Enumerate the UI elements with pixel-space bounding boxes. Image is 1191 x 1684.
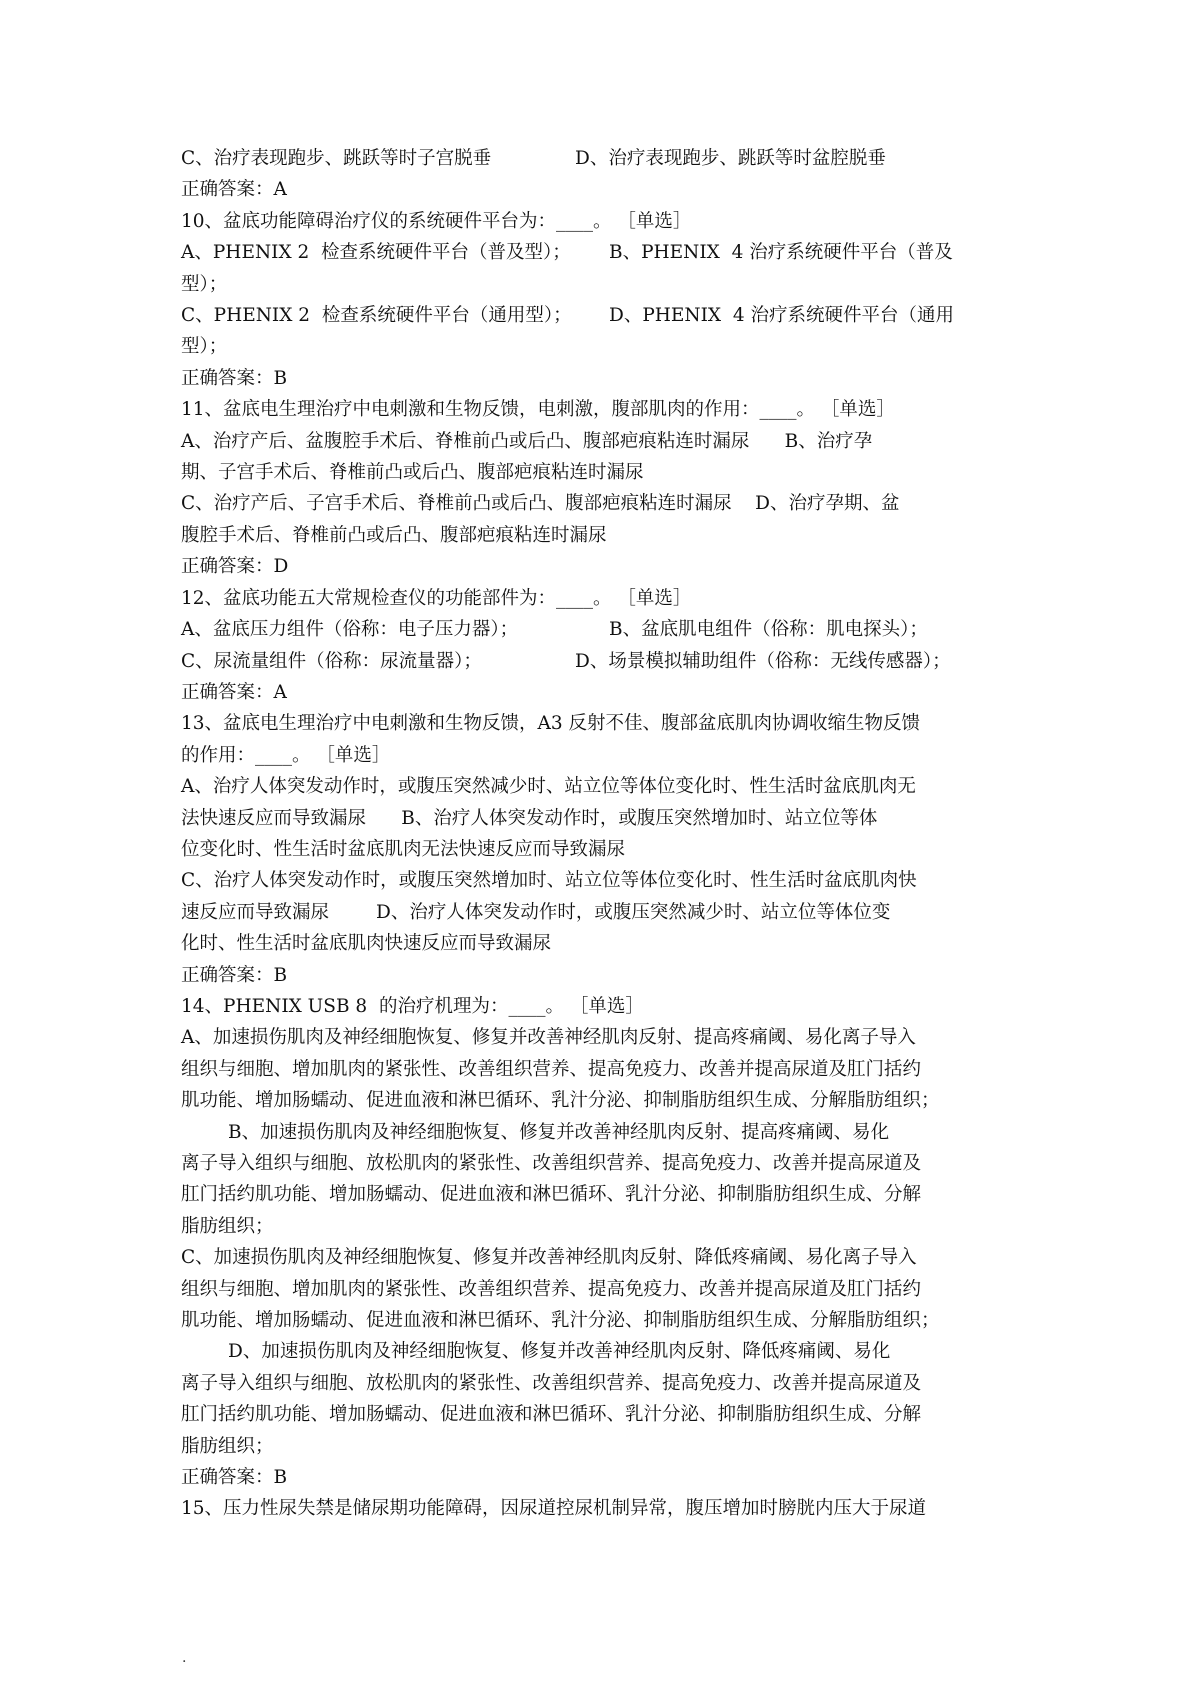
- option-line: 肌功能、增加肠蠕动、促进血液和淋巴循环、乳汁分泌、抑制脂肪组织生成、分解脂肪组织；: [181, 1310, 940, 1332]
- option-line: A、治疗产后、盆腹腔手术后、脊椎前凸或后凸、腹部疤痕粘连时漏尿 B、治疗孕: [181, 430, 873, 452]
- question-15: 15、压力性尿失禁是储尿期功能障碍，因尿道控尿机制异常，腹压增加时膀胱内压大于尿道: [181, 1498, 927, 1520]
- option-a: A、盆底压力组件（俗称：电子压力器）；: [181, 619, 519, 641]
- option-row: [181, 300, 1021, 331]
- option-continuation: 型）；: [181, 273, 228, 295]
- option-line: 法快速反应而导致漏尿 B、治疗人体突发动作时，或腹压突然增加时、站立位等体: [181, 807, 878, 829]
- option-line: A、治疗人体突发动作时，或腹压突然减少时、站立位等体位变化时、性生活时盆底肌肉无: [181, 776, 916, 798]
- option-d: D、治疗表现跑步、跳跃等时盆腔脱垂: [575, 148, 886, 169]
- option-c: C、治疗表现跑步、跳跃等时子宫脱垂: [181, 148, 492, 169]
- option-a: A、PHENIX 2 检查系统硬件平台（普及型）；: [181, 242, 571, 264]
- question-text-body: [181, 143, 1021, 1525]
- question-12: 12、盆底功能五大常规检查仪的功能部件为：____。 ［单选］: [181, 587, 692, 609]
- option-line: 脂肪组织；: [181, 1215, 274, 1237]
- option-line: D、加速损伤肌肉及神经细胞恢复、修复并改善神经肌肉反射、降低疼痛阈、易化: [181, 1341, 891, 1363]
- answer-line: 正确答案：B: [181, 1467, 288, 1489]
- option-line: C、治疗人体突发动作时，或腹压突然增加时、站立位等体位变化时、性生活时盆底肌肉快: [181, 870, 917, 892]
- question-14: 14、PHENIX USB 8 的治疗机理为：____。 ［单选］: [181, 995, 644, 1017]
- question-13-continuation: 的作用：____。 ［单选］: [181, 744, 391, 766]
- option-line: C、治疗产后、子宫手术后、脊椎前凸或后凸、腹部疤痕粘连时漏尿 D、治疗孕期、盆: [181, 493, 900, 515]
- option-line: B、加速损伤肌肉及神经细胞恢复、修复并改善神经肌肉反射、提高疼痛阈、易化: [181, 1121, 890, 1143]
- option-line: 腹腔手术后、脊椎前凸或后凸、腹部疤痕粘连时漏尿: [181, 524, 607, 546]
- option-line: 组织与细胞、增加肌肉的紧张性、改善组织营养、提高免疫力、改善并提高尿道及肛门括约: [181, 1058, 922, 1080]
- footer-mark: .: [182, 1650, 187, 1666]
- option-d: D、场景模拟辅助组件（俗称：无线传感器）；: [575, 650, 951, 672]
- option-line: 肛门括约肌功能、增加肠蠕动、促进血液和淋巴循环、乳汁分泌、抑制脂肪组织生成、分解: [181, 1184, 922, 1206]
- option-line: 离子导入组织与细胞、放松肌肉的紧张性、改善组织营养、提高免疫力、改善并提高尿道及: [181, 1372, 922, 1394]
- option-line: 速反应而导致漏尿 D、治疗人体突发动作时，或腹压突然减少时、站立位等体位变: [181, 901, 891, 923]
- answer-line: 正确答案：D: [181, 556, 289, 578]
- option-c: C、PHENIX 2 检查系统硬件平台（通用型）；: [181, 305, 572, 327]
- answer-line: 正确答案：B: [181, 367, 288, 389]
- answer-line: 正确答案：A: [181, 179, 287, 201]
- option-row: [181, 646, 1021, 677]
- option-line: 脂肪组织；: [181, 1435, 274, 1457]
- question-13: 13、盆底电生理治疗中电刺激和生物反馈，A3 反射不佳、腹部盆底肌肉协调收缩生物反馈: [181, 713, 921, 735]
- option-line: 肛门括约肌功能、增加肠蠕动、促进血液和淋巴循环、乳汁分泌、抑制脂肪组织生成、分解: [181, 1404, 922, 1426]
- option-row: [181, 614, 1021, 645]
- option-d: D、PHENIX 4 治疗系统硬件平台（通用: [609, 305, 954, 327]
- option-line: 位变化时、性生活时盆底肌肉无法快速反应而导致漏尿: [181, 838, 626, 860]
- question-10: 10、盆底功能障碍治疗仪的系统硬件平台为：____。 ［单选］: [181, 210, 692, 232]
- option-line: 肌功能、增加肠蠕动、促进血液和淋巴循环、乳汁分泌、抑制脂肪组织生成、分解脂肪组织；: [181, 1090, 940, 1112]
- option-continuation: 型）；: [181, 336, 228, 358]
- question-11: 11、盆底电生理治疗中电刺激和生物反馈，电刺激，腹部肌肉的作用：____。 ［单选］: [181, 399, 895, 421]
- option-line: 期、子宫手术后、脊椎前凸或后凸、腹部疤痕粘连时漏尿: [181, 462, 644, 484]
- option-row: [181, 237, 1021, 268]
- answer-line: 正确答案：A: [181, 681, 287, 703]
- option-c: C、尿流量组件（俗称：尿流量器）；: [181, 650, 482, 672]
- option-line: 组织与细胞、增加肌肉的紧张性、改善组织营养、提高免疫力、改善并提高尿道及肛门括约: [181, 1278, 922, 1300]
- option-row: [181, 143, 1021, 174]
- option-line: 离子导入组织与细胞、放松肌肉的紧张性、改善组织营养、提高免疫力、改善并提高尿道及: [181, 1153, 922, 1174]
- option-b: B、盆底肌电组件（俗称：肌电探头）；: [609, 619, 928, 641]
- option-line: A、加速损伤肌肉及神经细胞恢复、修复并改善神经肌肉反射、提高疼痛阈、易化离子导入: [181, 1027, 916, 1049]
- answer-line: 正确答案：B: [181, 964, 288, 986]
- option-b: B、PHENIX 4 治疗系统硬件平台（普及: [609, 242, 953, 264]
- option-line: C、加速损伤肌肉及神经细胞恢复、修复并改善神经肌肉反射、降低疼痛阈、易化离子导入: [181, 1247, 917, 1269]
- option-line: 化时、性生活时盆底肌肉快速反应而导致漏尿: [181, 933, 552, 955]
